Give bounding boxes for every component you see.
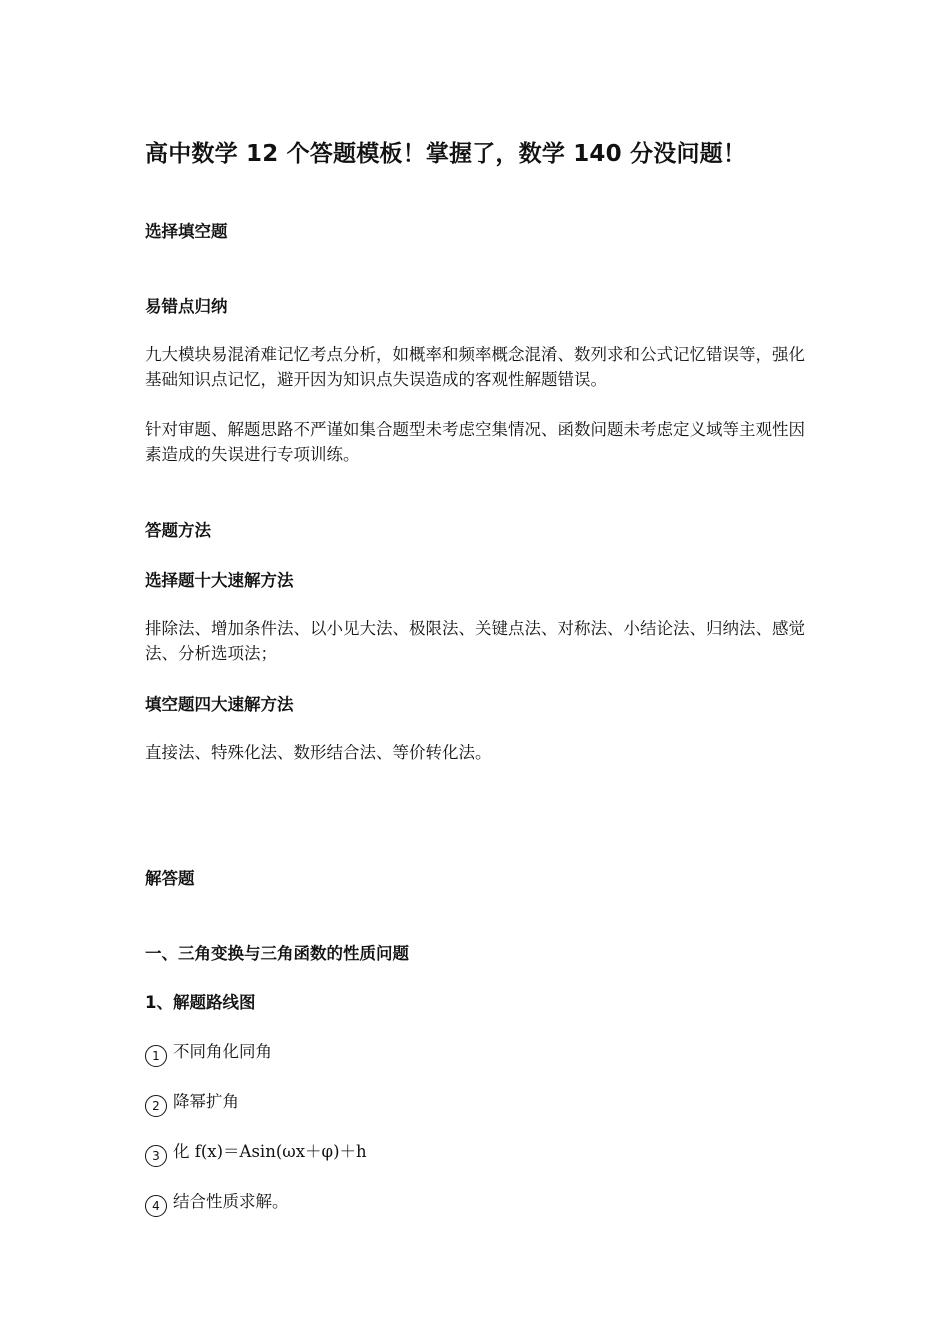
heading-fill-methods: 填空题四大速解方法 [145,695,294,714]
step-number: 3 [145,1145,167,1167]
heading-roadmap: 1、解题路线图 [145,993,256,1012]
section-heading-methods: 答题方法 [145,521,211,540]
step-text: 降幂扩角 [173,1092,239,1111]
section-heading-answer: 解答题 [145,869,195,888]
fill-methods-text: 直接法、特殊化法、数形结合法、等价转化法。 [145,743,492,762]
section-heading-fill-choice: 选择填空题 [145,222,228,241]
heading-trig: 一、三角变换与三角函数的性质问题 [145,944,409,963]
document-title: 高中数学 12 个答题模板！掌握了，数学 140 分没问题！ [145,141,747,167]
choice-methods-text: 排除法、增加条件法、以小见大法、极限法、关键点法、对称法、小结论法、归纳法、感觉法、分析选项法； [145,619,805,663]
step-item [145,1188,805,1217]
step-item [145,1088,805,1117]
mistakes-paragraph-1: 九大模块易混淆难记忆考点分析，如概率和频率概念混淆、数列求和公式记忆错误等，强化基础知识点记忆，避开因为知识点失误造成的客观性解题错误。 [145,345,805,389]
step-number: 4 [145,1195,167,1217]
heading-choice-methods: 选择题十大速解方法 [145,571,294,590]
step-item [145,1038,805,1067]
step-number: 1 [145,1045,167,1067]
step-number: 2 [145,1095,167,1117]
step-text: 结合性质求解。 [173,1192,289,1211]
step-text: 不同角化同角 [173,1042,272,1061]
step-text: 化 f(x)＝Asin(ωx＋φ)＋h [173,1142,367,1161]
section-heading-mistakes: 易错点归纳 [145,297,228,316]
mistakes-paragraph-2: 针对审题、解题思路不严谨如集合题型未考虑空集情况、函数问题未考虑定义域等主观性因素造成的失误进行专项训练。 [145,420,805,464]
step-item [145,1138,805,1167]
